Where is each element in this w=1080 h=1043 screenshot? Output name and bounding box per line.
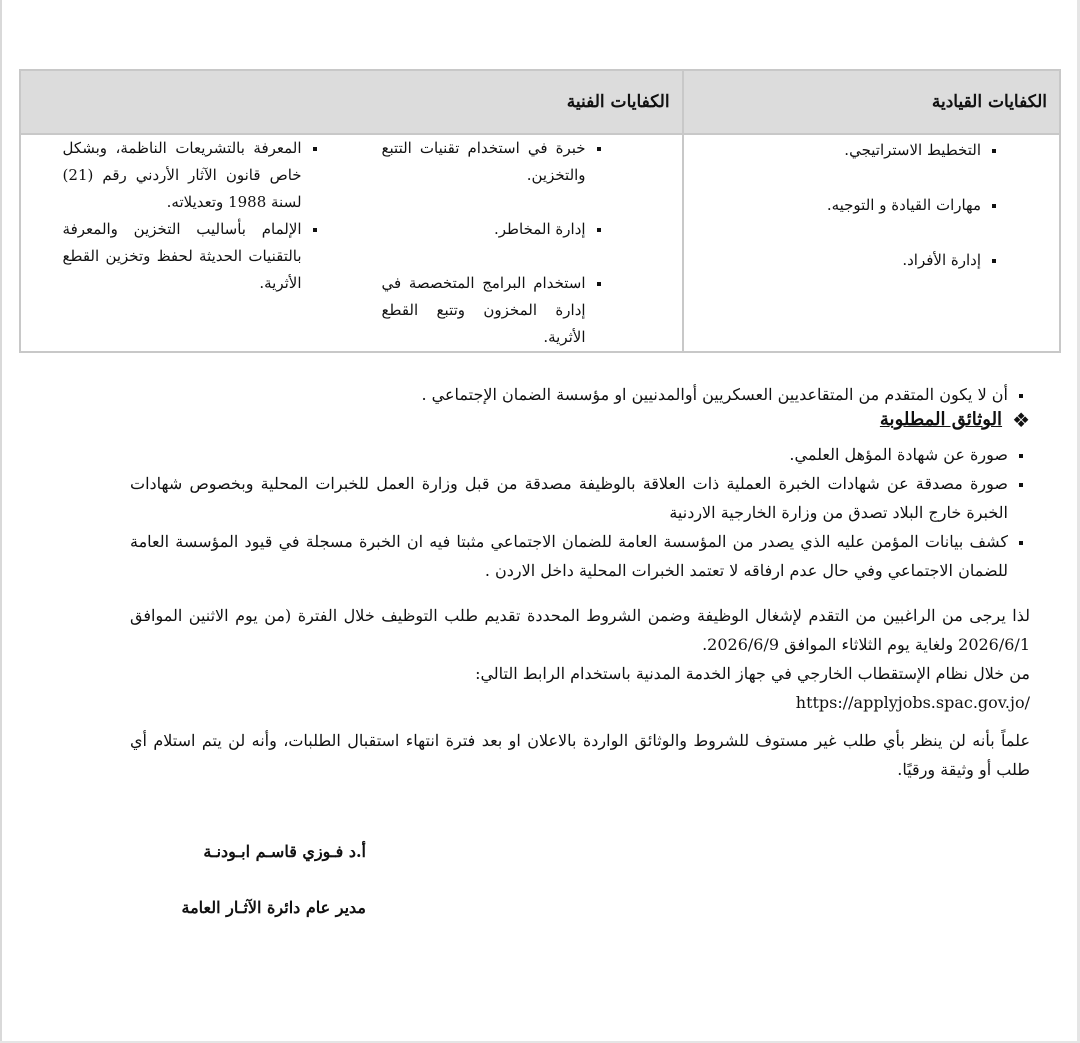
- technical-column-a: [382, 135, 682, 351]
- documents-title: الوثائق المطلوبة: [879, 409, 1003, 430]
- leadership-list: [684, 137, 1003, 274]
- note-paragraph: علماً بأنه لن ينظر بأي طلب غير مستوف للشروط والوثائق الواردة بالاعلان او بعد فترة انتهاء استقبال الطلبات، وأنه لن يتم استلام أي طلب أو وثيقة ورقيًا.: [130, 731, 1030, 779]
- document-item: ▪ صورة عن شهادة المؤهل العلمي.: [130, 440, 1008, 469]
- application-via: من خلال نظام الإستقطاب الخارجي في جهاز الخدمة المدنية باستخدام الرابط التالي:: [475, 664, 1030, 683]
- technical-item: ▪ خبرة في استخدام تقنيات التتبع والتخزين.: [382, 135, 586, 189]
- leadership-item: ▪ التخطيط الاستراتيجي.: [684, 137, 981, 164]
- note-section: [130, 726, 1030, 784]
- condition-list: [130, 380, 1030, 409]
- application-paragraph: لذا يرجى من الراغبين من التقدم لإشغال الوظيفة وضمن الشروط المحددة تقديم طلب التوظيف خلال الفترة (من يوم الاثنين الموافق 2026/6/1 ولغاية يوم الثلاثاء الموافق 2026/6/9.: [130, 606, 1030, 654]
- leadership-item: ▪ إدارة الأفراد.: [684, 247, 981, 274]
- documents-list: [130, 440, 1030, 585]
- documents-section: [130, 440, 1030, 585]
- diamond-bullet-icon: ❖: [1012, 407, 1030, 432]
- technical-cell: [20, 134, 683, 352]
- application-section: [130, 601, 1030, 717]
- technical-column-b: [43, 135, 382, 351]
- condition-section: [130, 380, 1030, 409]
- application-link[interactable]: https://applyjobs.spac.gov.jo/: [795, 693, 1030, 712]
- technical-item: ▪ المعرفة بالتشريعات الناظمة، وبشكل خاص قانون الآثار الأردني رقم (21) لسنة 1988 وتعديلاته.: [63, 135, 302, 216]
- technical-list-b: [63, 135, 324, 297]
- technical-item: ▪ الإلمام بأساليب التخزين والمعرفة بالتقنيات الحديثة لحفظ وتخزين القطع الأثرية.: [63, 216, 302, 297]
- header-leadership-competencies: الكفايات القيادية: [683, 70, 1060, 134]
- technical-item: ▪ إدارة المخاطر.: [382, 216, 586, 243]
- technical-list-a: [382, 135, 608, 351]
- competencies-table: [19, 69, 1061, 353]
- signature-title: مدير عام دائرة الآثـار العامة: [181, 898, 366, 917]
- page-left-edge: [0, 0, 2, 1043]
- leadership-item: ▪ مهارات القيادة و التوجيه.: [684, 192, 981, 219]
- documents-heading: [130, 409, 1030, 430]
- header-technical-competencies: الكفايات الفنية: [20, 70, 683, 134]
- signature-name: أ.د فـوزي قاسـم ابـودنـة: [203, 842, 366, 861]
- document-item: ▪ كشف بيانات المؤمن عليه الذي يصدر من المؤسسة العامة للضمان الاجتماعي مثبتا فيه ان الخبرة مسجلة في قيود المؤسسة العامة للضمان الاجتماعي وفي حال عدم ارفاقه لا تعتمد الخبرات المحلية داخل الاردن .: [130, 527, 1008, 585]
- technical-item: ▪ استخدام البرامج المتخصصة في إدارة المخزون وتتبع القطع الأثرية.: [382, 270, 586, 351]
- condition-item: ▪ أن لا يكون المتقدم من المتقاعديين العسكريين أوالمدنيين او مؤسسة الضمان الإجتماعي .: [130, 380, 1008, 409]
- leadership-cell: [683, 134, 1060, 352]
- document-item: ▪ صورة مصدقة عن شهادات الخبرة العملية ذات العلاقة بالوظيفة مصدقة من قبل وزارة العمل للخبرات المحلية وبخصوص شهادات الخبرة خارج البلاد تصدق من وزارة الخارجية الاردنية: [130, 469, 1008, 527]
